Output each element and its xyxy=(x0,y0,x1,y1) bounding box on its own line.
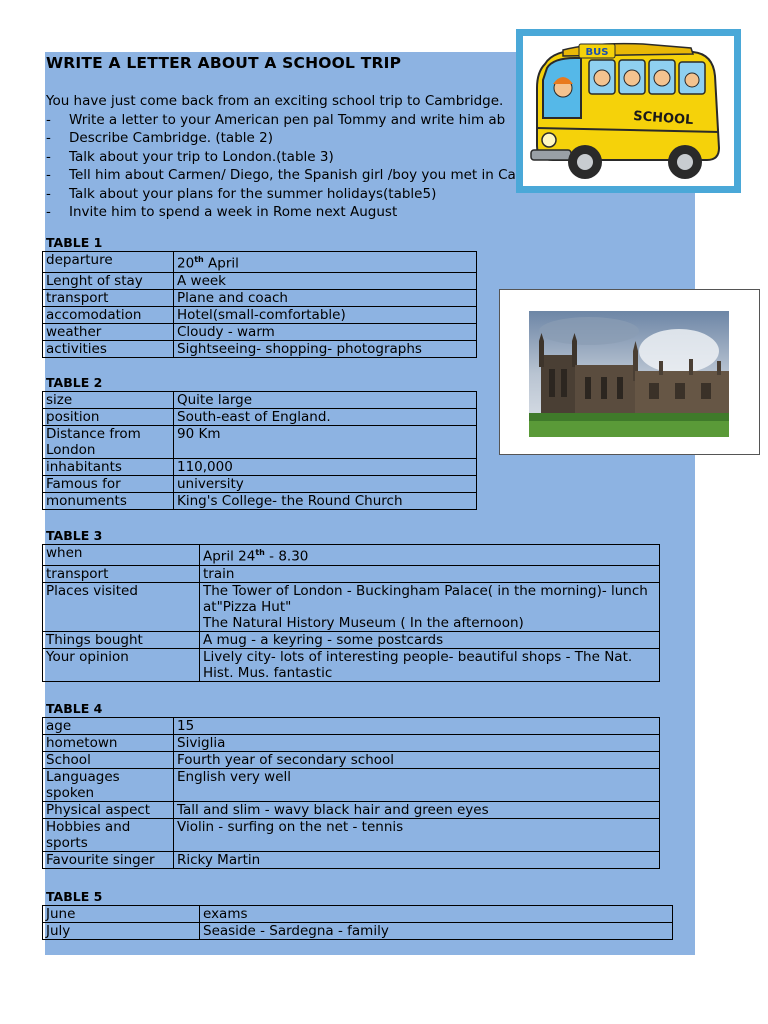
table-row: position South-east of England. xyxy=(43,409,477,426)
list-item: - Talk about your plans for the summer holidays(table5) xyxy=(46,185,437,202)
table-4 xyxy=(42,717,660,869)
list-item: - Invite him to spend a week in Rome next August xyxy=(46,204,398,220)
intro-lead: You have just come back from an exciting school trip to Cambridge. xyxy=(46,93,504,109)
table-row: inhabitants 110,000 xyxy=(43,459,477,476)
table-row: School Fourth year of secondary school xyxy=(43,752,660,769)
table-row: transport train xyxy=(43,565,660,582)
table-row: accomodation Hotel(small-comfortable) xyxy=(43,306,477,323)
table-row: size Quite large xyxy=(43,392,477,409)
table-row: Distance from London 90 Km xyxy=(43,426,477,459)
table-2 xyxy=(42,391,477,510)
table-row: monuments King's College- the Round Church xyxy=(43,493,477,510)
page-title: WRITE A LETTER ABOUT A SCHOOL TRIP xyxy=(46,54,402,72)
table-row: Places visited The Tower of London - Buckingham Palace( in the morning)- lunch at"Pizza Hut" The Natural History Museum ( In the afternoon) xyxy=(43,582,660,631)
table-row: activities Sightseeing- shopping- photographs xyxy=(43,340,477,357)
table-1-label: TABLE 1 xyxy=(46,235,103,250)
cambridge-photo xyxy=(499,289,760,455)
table-3 xyxy=(42,544,660,682)
table-row: Things bought A mug - a keyring - some postcards xyxy=(43,631,660,648)
table-4-label: TABLE 4 xyxy=(46,701,103,716)
table-row: July Seaside - Sardegna - family xyxy=(43,923,673,940)
svg-text:BUS: BUS xyxy=(585,47,609,58)
table-row: June exams xyxy=(43,906,673,923)
table-row: Physical aspect Tall and slim - wavy black hair and green eyes xyxy=(43,802,660,819)
list-item: - Describe Cambridge. (table 2) xyxy=(46,130,273,146)
table-row: age 15 xyxy=(43,718,660,735)
list-item: - Tell him about Carmen/ Diego, the Spanish girl /boy you met in Ca xyxy=(46,167,516,183)
table-3-label: TABLE 3 xyxy=(46,528,103,543)
table-5-label: TABLE 5 xyxy=(46,889,103,904)
table-row: Favourite singer Ricky Martin xyxy=(43,852,660,869)
table-row: Hobbies and sports Violin - surfing on the net - tennis xyxy=(43,819,660,852)
school-bus-icon xyxy=(523,36,734,186)
table-row: hometown Siviglia xyxy=(43,735,660,752)
table-2-label: TABLE 2 xyxy=(46,375,103,390)
list-item: - Write a letter to your American pen pal Tommy and write him ab xyxy=(46,111,506,128)
table-5 xyxy=(42,905,673,940)
list-item: - Talk about your trip to London.(table 3) xyxy=(46,148,334,165)
instructions xyxy=(46,92,516,222)
table-row: when April 24th - 8.30 xyxy=(43,545,660,566)
table-row: transport Plane and coach xyxy=(43,289,477,306)
svg-text:SCHOOL: SCHOOL xyxy=(632,108,694,129)
kings-college-image xyxy=(529,311,729,437)
table-row: Your opinion Lively city- lots of interesting people- beautiful shops - The Nat. Hist. Mus. fantastic xyxy=(43,648,660,681)
table-row: Lenght of stay A week xyxy=(43,272,477,289)
table-row: departure 20th April xyxy=(43,252,477,273)
table-row: Languages spoken English very well xyxy=(43,769,660,802)
school-bus-image xyxy=(516,29,741,193)
table-row: weather Cloudy - warm xyxy=(43,323,477,340)
table-row: Famous for university xyxy=(43,476,477,493)
table-1 xyxy=(42,251,477,358)
